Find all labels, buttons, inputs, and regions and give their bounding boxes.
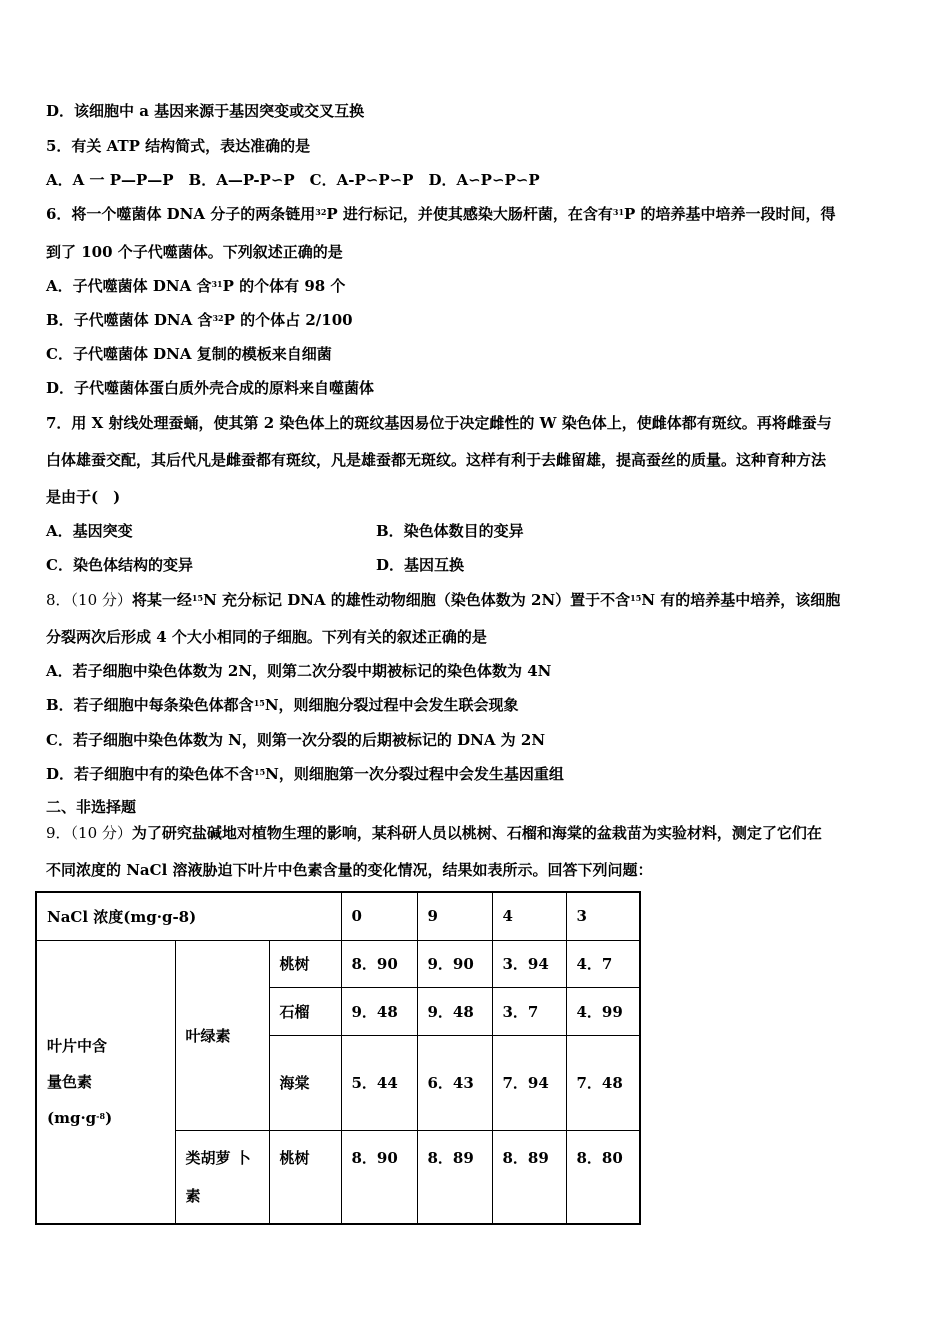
question-8-option-b [46, 695, 519, 715]
q6-iso-1: 32 [315, 207, 327, 217]
question-6-option-c: C．子代噬菌体 DNA 复制的模板来自细菌 [46, 345, 332, 363]
carotenoid-line2: 素 [185, 1186, 201, 1205]
cell-value: 9．48 [417, 987, 492, 1035]
cell-value: 3．94 [492, 940, 566, 987]
q6b-text-b: P 的个体占 2/100 [223, 311, 353, 329]
question-8-option-c: C．若子细胞中染色体数为 N，则第一次分裂的后期被标记的 DNA 为 2N [46, 731, 546, 749]
q6-text-a: 6．将一个噬菌体 DNA 分子的两条链用 [46, 205, 316, 223]
pigment-content-label [36, 940, 175, 1224]
chlorophyll-label: 叶绿素 [175, 940, 269, 1130]
question-8-line1 [46, 590, 840, 610]
q6-text-b: P 进行标记，并使其感染大肠杆菌，在含有 [326, 205, 613, 223]
q6b-iso: 32 [212, 313, 224, 323]
q8-text-b: N 充分标记 DNA 的雄性动物细胞（染色体数为 2N）置于不含 [203, 591, 631, 609]
question-8-option-a: A．若子细胞中染色体数为 2N，则第二次分裂中期被标记的染色体数为 4N [46, 662, 552, 680]
q8d-text-a: D．若子细胞中有的染色体不含 [46, 765, 255, 783]
q6a-text-a: A．子代噬菌体 DNA 含 [46, 277, 212, 295]
q9-score: （10 分） [70, 824, 132, 842]
q8-text-a: 将某一经 [131, 591, 192, 609]
q8-iso-2: 15 [630, 593, 642, 603]
q7-option-c: C．染色体结构的变异 [46, 556, 193, 574]
q6b-text-a: B．子代噬菌体 DNA 含 [46, 311, 213, 329]
plant-name: 海棠 [269, 1035, 341, 1130]
group-label-line2: 量色素 [47, 1072, 93, 1091]
q9-number: 9． [46, 824, 71, 842]
question-8-option-d [46, 764, 564, 784]
carotenoid-line1: 类胡萝 卜 [185, 1148, 251, 1167]
header-value: 9 [417, 892, 492, 940]
cell-value: 8．89 [492, 1130, 566, 1224]
question-7-line2: 白体雄蚕交配，其后代凡是雌蚕都有斑纹，凡是雄蚕都无斑纹。这样有利于去雌留雄，提高蚕丝的质量。这种育种方法 [46, 451, 827, 469]
q8b-text-b: N，则细胞分裂过程中会发生联会现象 [264, 696, 519, 714]
question-5-options: A．A 一 P—P—P B．A—P-P∽P C．A-P∽P∽P D．A∽P∽P∽P [46, 171, 540, 189]
q4-option-d: D．该细胞中 a 基因来源于基因突变或交叉互换 [46, 102, 365, 120]
unit-a: (mg·g [47, 1108, 97, 1127]
cell-value: 6．43 [417, 1035, 492, 1130]
question-7-line1: 7．用 X 射线处理蚕蛹，使其第 2 染色体上的斑纹基因易位于决定雌性的 W 染色体上，使雌体都有斑纹。再将雌蚕与 [46, 414, 832, 432]
cell-value: 8．90 [341, 1130, 417, 1224]
cell-value: 7．94 [492, 1035, 566, 1130]
group-label-line3 [47, 1100, 175, 1136]
question-6-line2: 到了 100 个子代噬菌体。下列叙述正确的是 [46, 243, 343, 261]
cell-value: 5．44 [341, 1035, 417, 1130]
question-8-line2: 分裂两次后形成 4 个大小相同的子细胞。下列有关的叙述正确的是 [46, 628, 487, 646]
q8-text-c: N 有的培养基中培养，该细胞 [641, 591, 841, 609]
header-value: 3 [566, 892, 640, 940]
unit-sup: -8 [96, 1110, 106, 1121]
question-5 [46, 136, 310, 156]
plant-name: 桃树 [269, 1130, 341, 1224]
q8d-iso: 15 [254, 767, 266, 777]
cell-value: 9．48 [341, 987, 417, 1035]
question-9-line1 [46, 823, 822, 843]
q8b-text-a: B．若子细胞中每条染色体都含 [46, 696, 254, 714]
table-header-row [36, 892, 640, 940]
q8b-iso: 15 [253, 698, 265, 708]
cell-value: 7．48 [566, 1035, 640, 1130]
q8d-text-b: N，则细胞第一次分裂过程中会发生基因重组 [265, 765, 564, 783]
section-2-heading: 二、非选择题 [46, 798, 137, 816]
question-7-line3: 是由于( ) [46, 488, 121, 506]
q6-text-c: P 的培养基中培养一段时间，得 [624, 205, 836, 223]
cell-value: 3．7 [492, 987, 566, 1035]
group-label-line1: 叶片中含 [47, 1036, 108, 1055]
cell-value: 8．89 [417, 1130, 492, 1224]
nacl-header: NaCl 浓度(mg·g-8) [36, 892, 341, 940]
cell-value: 8．90 [341, 940, 417, 987]
question-6-option-b [46, 310, 353, 330]
pigment-table [35, 891, 641, 1225]
q6a-text-b: P 的个体有 98 个 [222, 277, 346, 295]
q9-text-a: 为了研究盐碱地对植物生理的影响，某科研人员以桃树、石榴和海棠的盆栽苗为实验材料，测定了它们在 [131, 824, 822, 842]
q7-option-b: B．染色体数目的变异 [376, 522, 524, 540]
q6a-iso: 31 [211, 279, 223, 289]
q7-option-d: D．基因互换 [376, 556, 465, 574]
q8-number: 8． [46, 591, 71, 609]
cell-value: 9．90 [417, 940, 492, 987]
question-6-option-a [46, 276, 345, 296]
q7-option-a: A．基因突变 [46, 522, 133, 540]
cell-value: 4．7 [566, 940, 640, 987]
cell-value: 8．80 [566, 1130, 640, 1224]
q8-iso-1: 15 [191, 593, 204, 603]
question-6-line1 [46, 204, 836, 224]
question-6-option-d: D．子代噬菌体蛋白质外壳合成的原料来自噬菌体 [46, 379, 375, 397]
cell-value: 4．99 [566, 987, 640, 1035]
question-5-text: 5．有关 ATP 结构简式，表达准确的是 [46, 137, 311, 155]
plant-name: 石榴 [269, 987, 341, 1035]
question-7-options-row1 [46, 521, 926, 541]
header-value: 0 [341, 892, 417, 940]
plant-name: 桃树 [269, 940, 341, 987]
q6-iso-2: 31 [612, 207, 625, 217]
carotenoid-label [175, 1130, 269, 1224]
question-7-options-row2 [46, 555, 926, 575]
question-9-line2: 不同浓度的 NaCl 溶液胁迫下叶片中色素含量的变化情况，结果如表所示。回答下列问题： [46, 861, 653, 879]
q8-score: （10 分） [70, 591, 132, 609]
unit-b: ) [105, 1108, 113, 1127]
table-row [36, 940, 640, 987]
header-value: 4 [492, 892, 566, 940]
